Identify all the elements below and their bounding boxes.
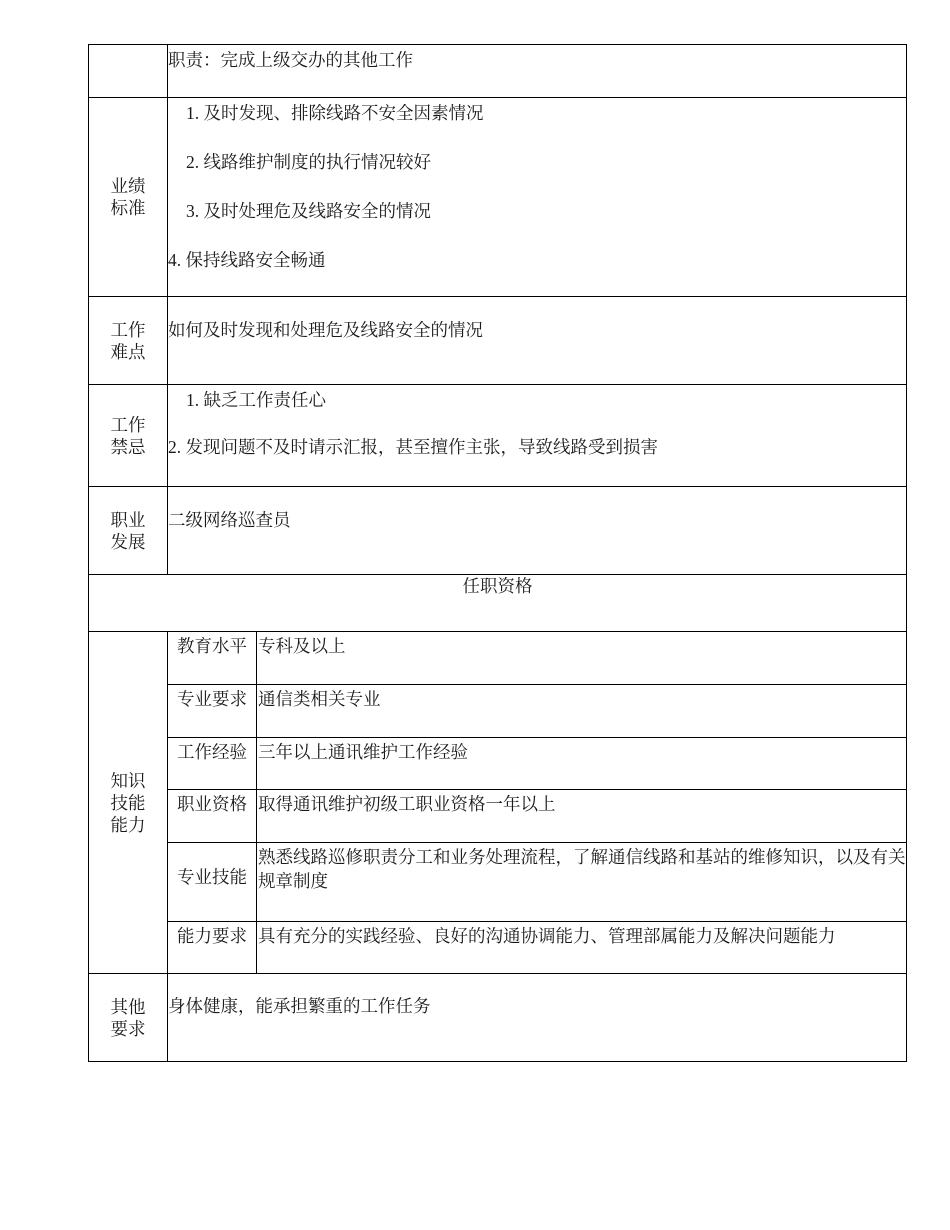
knowledge-key: 专业技能 (168, 842, 257, 921)
knowledge-item (168, 842, 906, 921)
career-label: 职业 发展 (89, 487, 168, 575)
performance-label: 业绩 标准 (89, 98, 168, 297)
qualification-title: 任职资格 (89, 575, 907, 632)
performance-row (89, 98, 907, 297)
performance-list (168, 98, 906, 271)
difficulty-cell (168, 297, 907, 385)
knowledge-item (168, 921, 906, 973)
knowledge-value: 三年以上通讯维护工作经验 (257, 737, 907, 789)
knowledge-key: 教育水平 (168, 632, 257, 684)
knowledge-item (168, 684, 906, 737)
difficulty-text: 如何及时发现和处理危及线路安全的情况 (168, 320, 483, 340)
prohibition-label: 工作 禁忌 (89, 385, 168, 487)
knowledge-value: 通信类相关专业 (257, 684, 907, 737)
difficulty-label: 工作 难点 (89, 297, 168, 385)
other-cell (168, 974, 907, 1062)
knowledge-value: 专科及以上 (257, 632, 907, 684)
prohibition-row (89, 385, 907, 487)
duty-label-cell (89, 45, 168, 98)
knowledge-table (168, 632, 906, 973)
knowledge-value: 熟悉线路巡修职责分工和业务处理流程，了解通信线路和基站的维修知识，以及有关规章制度 (257, 842, 907, 921)
duty-cell (168, 45, 907, 98)
knowledge-value: 具有充分的实践经验、良好的沟通协调能力、管理部属能力及解决问题能力 (258, 925, 836, 946)
performance-item: 3. 及时处理危及线路安全的情况 (186, 201, 431, 221)
career-row (89, 487, 907, 575)
job-description-table (88, 44, 907, 1062)
knowledge-row (89, 632, 907, 974)
qualification-header-row (89, 575, 907, 632)
knowledge-label: 知识 技能 能力 (89, 632, 168, 974)
career-cell (168, 487, 907, 575)
knowledge-item (168, 632, 906, 684)
knowledge-value: 取得通讯维护初级工职业资格一年以上 (257, 789, 907, 842)
prohibition-cell (168, 385, 907, 487)
performance-item: 1. 及时发现、排除线路不安全因素情况 (186, 103, 484, 123)
prohibition-item: 1. 缺乏工作责任心 (186, 390, 326, 410)
prohibition-item: 2. 发现问题不及时请示汇报，甚至擅作主张，导致线路受到损害 (168, 437, 658, 457)
knowledge-key: 专业要求 (168, 684, 257, 737)
other-row (89, 974, 907, 1062)
career-text: 二级网络巡查员 (168, 510, 291, 530)
knowledge-key: 工作经验 (168, 737, 257, 789)
performance-item: 4. 保持线路安全畅通 (168, 250, 326, 270)
knowledge-item (168, 737, 906, 789)
duty-row (89, 45, 907, 98)
knowledge-key: 能力要求 (168, 921, 257, 973)
prohibition-list (168, 385, 906, 458)
knowledge-key: 职业资格 (168, 789, 257, 842)
performance-cell (168, 98, 907, 297)
performance-item: 2. 线路维护制度的执行情况较好 (186, 152, 431, 172)
other-text: 身体健康，能承担繁重的工作任务 (168, 995, 431, 1016)
knowledge-item (168, 789, 906, 842)
difficulty-row (89, 297, 907, 385)
knowledge-cell (168, 632, 907, 974)
duty-text: 职责：完成上级交办的其他工作 (168, 50, 413, 70)
other-label: 其他 要求 (89, 974, 168, 1062)
